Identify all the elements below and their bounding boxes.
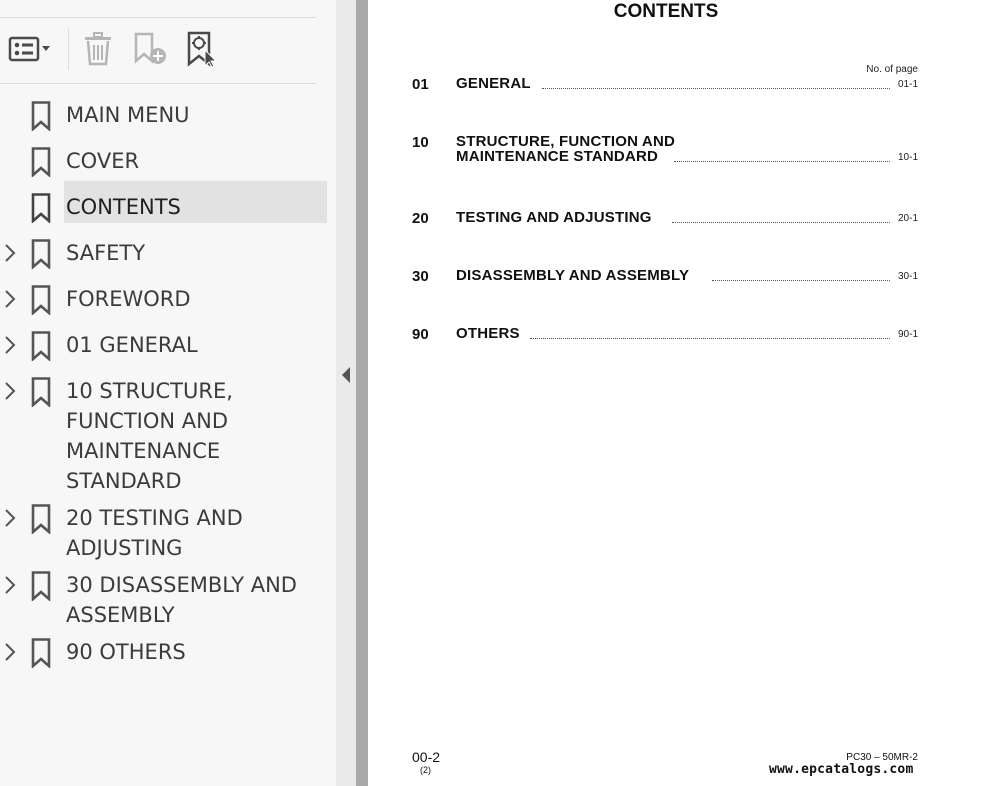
bookmarks-panel — [0, 0, 336, 786]
chevron-right-icon[interactable] — [2, 289, 18, 309]
bookmark-label-line: ASSEMBLY — [66, 603, 175, 627]
toolbar-bottom-divider — [0, 83, 316, 84]
trash-icon — [82, 31, 114, 67]
toc-page: 01-1 — [897, 79, 918, 90]
bookmark-options-button[interactable] — [6, 29, 54, 69]
bookmark-label: SAFETY — [66, 241, 146, 265]
toc-number: 20 — [412, 210, 429, 227]
chevron-right-icon[interactable] — [2, 508, 18, 528]
toc-page: 90-1 — [897, 329, 918, 340]
delete-bookmark-button[interactable] — [80, 29, 116, 69]
toc-page: 10-1 — [897, 152, 918, 163]
bookmark-options-icon — [7, 34, 53, 64]
chevron-right-icon[interactable] — [2, 243, 18, 263]
bookmark-icon — [31, 239, 51, 269]
bookmark-icon — [31, 101, 51, 131]
toc-title: DISASSEMBLY AND ASSEMBLY — [456, 267, 690, 284]
bookmark-icon — [31, 638, 51, 668]
bookmark-icon — [31, 377, 51, 407]
bookmark-icon — [31, 504, 51, 534]
toc-title-line: STRUCTURE, FUNCTION AND — [456, 133, 676, 150]
toc-leader-dots — [672, 222, 890, 223]
bookmark-label: FOREWORD — [66, 287, 191, 311]
toc-number: 01 — [412, 76, 429, 93]
toc-number: 90 — [412, 326, 429, 343]
bookmark-icon — [31, 147, 51, 177]
bookmark-label-line: STANDARD — [66, 469, 182, 493]
toc-title: TESTING AND ADJUSTING — [456, 209, 652, 226]
bookmark-label-line: 10 STRUCTURE, — [66, 379, 233, 403]
chevron-right-icon[interactable] — [2, 575, 18, 595]
collapse-panel-icon[interactable] — [340, 365, 352, 385]
bookmark-label: 90 OTHERS — [66, 640, 186, 664]
toc-leader-dots — [712, 280, 890, 281]
bookmark-label: MAIN MENU — [66, 103, 190, 127]
watermark-text: www.epcatalogs.com — [769, 762, 914, 777]
find-current-bookmark-button[interactable] — [182, 29, 224, 69]
bookmark-icon — [31, 331, 51, 361]
bookmark-label-line: 20 TESTING AND — [66, 506, 243, 530]
toc-title: GENERAL — [456, 75, 531, 92]
page-title: CONTENTS — [613, 1, 719, 22]
toc-page: 30-1 — [897, 271, 918, 282]
toc-leader-dots — [542, 88, 890, 89]
bookmark-label — [66, 570, 316, 630]
toc-title-line: MAINTENANCE STANDARD — [456, 148, 659, 165]
document-gutter — [356, 0, 368, 786]
bookmark-label — [66, 376, 316, 496]
footer-page-number: 00-2 — [412, 749, 441, 765]
footer-page-sub: (2) — [420, 765, 431, 775]
chevron-right-icon[interactable] — [2, 381, 18, 401]
bookmark-icon — [31, 193, 51, 223]
bookmark-label: 01 GENERAL — [66, 333, 198, 357]
panel-splitter[interactable] — [336, 0, 356, 786]
toc-leader-dots — [530, 338, 890, 339]
page-column-header: No. of page — [866, 64, 918, 75]
add-bookmark-button[interactable] — [130, 29, 170, 69]
toc-leader-dots — [674, 161, 890, 162]
toc-number: 30 — [412, 268, 429, 285]
bookmark-label: CONTENTS — [66, 195, 181, 219]
bookmark-icon — [31, 285, 51, 315]
toc-title: OTHERS — [456, 325, 520, 342]
bookmark-icon — [31, 571, 51, 601]
bookmark-label-line: 30 DISASSEMBLY AND — [66, 573, 297, 597]
toc-number: 10 — [412, 134, 429, 151]
bookmarks-toolbar — [0, 18, 336, 83]
toc-page: 20-1 — [897, 213, 918, 224]
toolbar-separator — [68, 28, 69, 70]
bookmark-label-line: MAINTENANCE — [66, 439, 221, 463]
chevron-right-icon[interactable] — [2, 642, 18, 662]
chevron-right-icon[interactable] — [2, 335, 18, 355]
footer-model: PC30 – 50MR-2 — [846, 752, 918, 763]
bookmark-label-line: FUNCTION AND — [66, 409, 229, 433]
find-current-bookmark-icon — [183, 30, 223, 68]
document-page — [368, 0, 981, 786]
bookmark-label — [66, 503, 316, 563]
add-bookmark-icon — [131, 31, 169, 67]
bookmark-label-line: ADJUSTING — [66, 536, 183, 560]
bookmark-label: COVER — [66, 149, 140, 173]
